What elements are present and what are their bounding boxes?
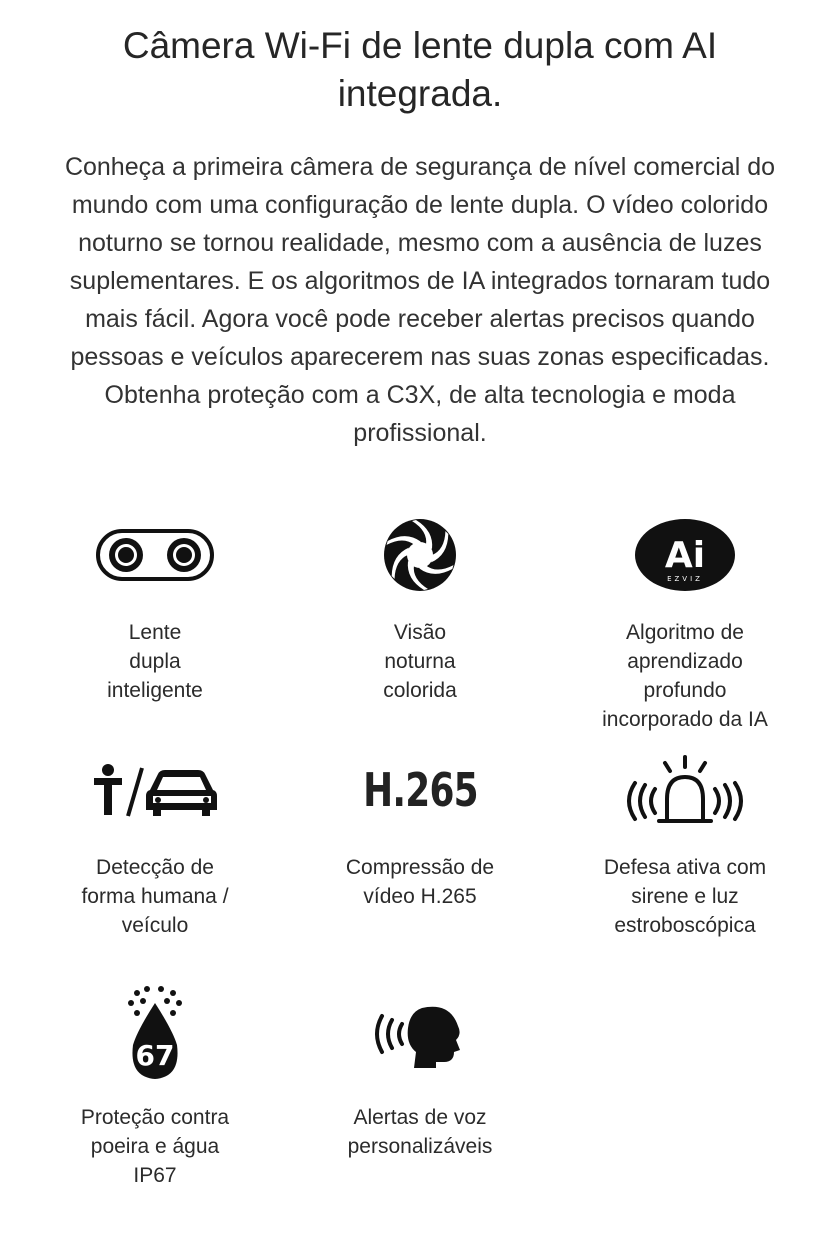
ai-badge-text: Ai <box>664 535 706 576</box>
ip67-icon-text: 67 <box>135 1039 175 1072</box>
feature-label: Visão noturna colorida <box>383 621 457 702</box>
voice-alert-icon <box>300 985 540 1085</box>
human-vehicle-icon <box>35 745 275 835</box>
feature-human-vehicle <box>35 745 275 940</box>
feature-dual-lens <box>35 510 275 705</box>
feature-label: Proteção contra poeira e água IP67 <box>80 1106 230 1187</box>
aperture-icon <box>300 510 540 600</box>
h265-icon <box>300 745 540 835</box>
feature-label: Lente dupla inteligente <box>107 621 203 702</box>
siren-icon <box>565 745 805 835</box>
feature-label: Alertas de voz personalizáveis <box>347 1106 493 1158</box>
product-description: Conheça a primeira câmera de segurança de nível comercial do mundo com uma configuração de lente dupla. O vídeo colorido noturno se tornou realidade, mesmo com a ausência de luzes suplementares. E os algoritmos de IA integrados tornaram tudo mais fácil. Agora você pode receber alertas precisos quando pessoas e veículos aparecerem nas suas zonas especificadas. Obtenha proteção com a C3X, de alta tecnologia e moda profissional. <box>64 153 776 447</box>
feature-label: Detecção de forma humana / veículo <box>81 856 229 937</box>
feature-night-vision <box>300 510 540 705</box>
feature-label: Algoritmo de aprendizado profundo incorporado da IA <box>602 621 768 731</box>
page-title: Câmera Wi-Fi de lente dupla com AI integrada. <box>122 25 718 114</box>
feature-label: Compressão de vídeo H.265 <box>345 856 495 908</box>
feature-h265 <box>300 745 540 911</box>
dual-lens-icon <box>35 510 275 600</box>
feature-ai-algorithm <box>565 510 805 734</box>
ai-badge-subtext: EZVIZ <box>667 575 703 583</box>
feature-ip67 <box>35 985 275 1190</box>
ai-badge-icon <box>565 510 805 600</box>
feature-label: Defesa ativa com sirene e luz estroboscópica <box>603 856 767 937</box>
feature-voice-alerts <box>300 985 540 1161</box>
water-drop-icon <box>35 985 275 1085</box>
h265-icon-text: H.265 <box>362 763 478 817</box>
feature-siren <box>565 745 805 940</box>
